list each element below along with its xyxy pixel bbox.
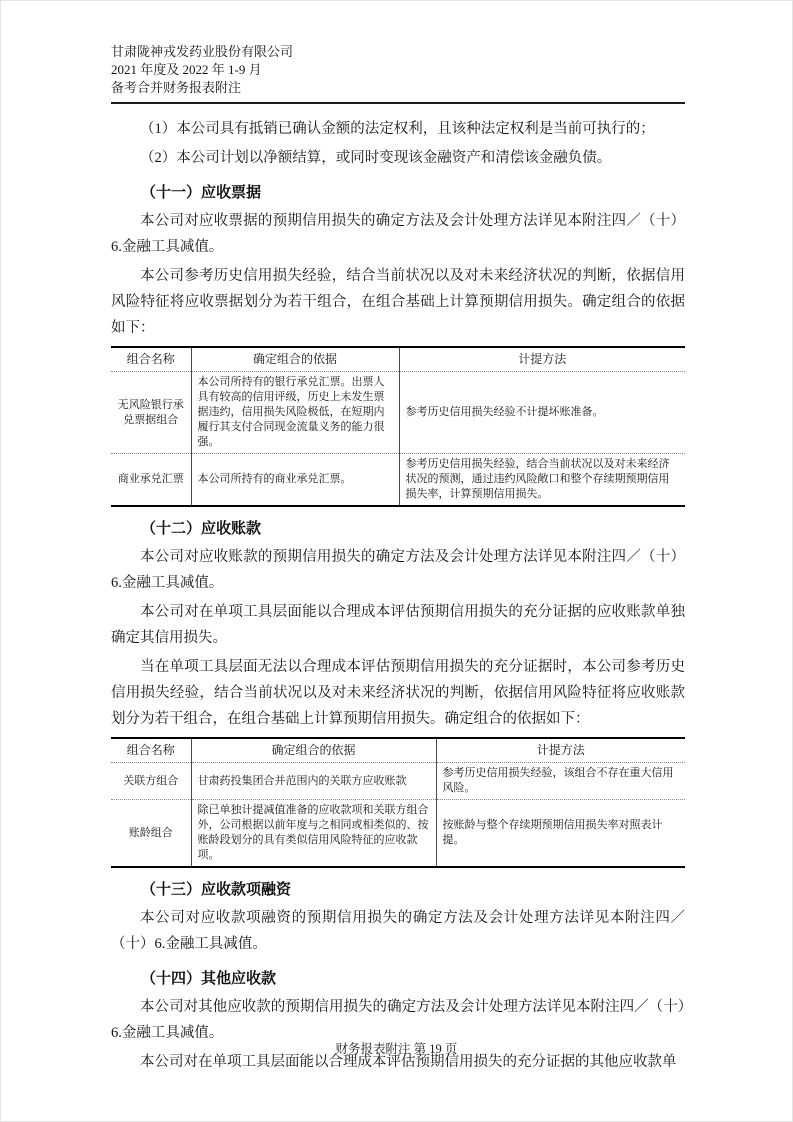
table-row — [111, 763, 685, 800]
section-12-paragraph-3: 当在单项工具层面无法以合理成本评估预期信用损失的充分证据时，本公司参考历史信用损失经验，结合当前状况以及对未来经济状况的判断，依据信用风险特征将应收账款划分为若干组合，在组合基础上计算预期信用损失。确定组合的依据如下： — [111, 659, 685, 727]
section-13-paragraph-1: 本公司对应收款项融资的预期信用损失的确定方法及会计处理方法详见本附注四／（十）6.金融工具减值。 — [111, 910, 685, 952]
column-header-basis: 确定组合的依据 — [191, 347, 399, 372]
section-14-paragraph-2: 本公司对在单项工具层面能以合理成本评估预期信用损失的充分证据的其他应收款单 — [140, 1054, 677, 1070]
section-12-paragraph-2: 本公司对在单项工具层面能以合理成本评估预期信用损失的充分证据的应收账款单独确定其信用损失。 — [111, 604, 685, 646]
group-name-cell: 商业承兑汇票 — [111, 454, 191, 507]
intro-list — [111, 116, 685, 171]
section-14-title: （十四）其他应收款 — [141, 970, 277, 987]
section-12-title: （十二）应收账款 — [141, 520, 262, 537]
company-name: 甘肃陇神戎发药业股份有限公司 — [111, 44, 294, 59]
section-12-paragraph-1: 本公司对应收账款的预期信用损失的确定方法及会计处理方法详见本附注四／（十）6.金融工具减值。 — [111, 549, 685, 591]
group-name-cell: 无风险银行承兑票据组合 — [111, 372, 191, 454]
table-row — [111, 800, 685, 868]
basis-cell: 甘肃药投集团合并范围内的关联方应收账款 — [191, 763, 436, 800]
accounts-receivable-table — [111, 737, 685, 868]
table-row — [111, 372, 685, 454]
column-header-method: 计提方法 — [436, 738, 685, 763]
section-11-paragraph-2: 本公司参考历史信用损失经验，结合当前状况以及对未来经济状况的判断，依据信用风险特征将应收票据划分为若干组合，在组合基础上计算预期信用损失。确定组合的依据如下： — [111, 268, 685, 336]
page-content — [111, 43, 685, 1078]
group-name-cell: 账龄组合 — [111, 800, 191, 868]
section-11-paragraph-1: 本公司对应收票据的预期信用损失的确定方法及会计处理方法详见本附注四／（十）6.金融工具减值。 — [111, 213, 685, 255]
document-title: 备考合并财务报表附注 — [111, 80, 242, 95]
column-header-group-name: 组合名称 — [126, 352, 175, 366]
section-14-paragraph-1: 本公司对其他应收款的预期信用损失的确定方法及会计处理方法详见本附注四／（十）6.金融工具减值。 — [111, 999, 685, 1041]
report-period: 2021 年度及 2022 年 1-9 月 — [111, 62, 262, 77]
receivable-notes-table — [111, 346, 685, 507]
table-row — [111, 454, 685, 507]
table-header-row — [111, 738, 685, 763]
page-footer: 财务报表附注 第 19 页 — [335, 1042, 458, 1056]
document-header — [111, 43, 685, 104]
method-cell: 参考历史信用损失经验，该组合不存在重大信用风险。 — [436, 763, 685, 800]
basis-cell: 本公司所持有的商业承兑汇票。 — [191, 454, 399, 507]
basis-cell: 除已单独计提减值准备的应收款项和关联方组合外，公司根据以前年度与之相同或相类似的、按账龄段划分的具有类似信用风险特征的应收款项。 — [191, 800, 436, 868]
column-header-group-name: 组合名称 — [126, 743, 175, 757]
section-13-title: （十三）应收款项融资 — [141, 881, 292, 898]
method-cell: 按账龄与整个存续期预期信用损失率对照表计提。 — [436, 800, 685, 868]
section-11-title: （十一）应收票据 — [141, 184, 262, 201]
table-header-row — [111, 347, 685, 372]
intro-item-2: （2）本公司计划以净额结算，或同时变现该金融资产和清偿该金融负债。 — [140, 150, 612, 166]
method-cell: 参考历史信用损失经验不计提坏账准备。 — [399, 372, 685, 454]
basis-cell: 本公司所持有的银行承兑汇票。出票人具有较高的信用评级，历史上未发生票据违约，信用损失风险极低，在短期内履行其支付合同现金流量义务的能力很强。 — [191, 372, 399, 454]
column-header-basis: 确定组合的依据 — [191, 738, 436, 763]
method-cell: 参考历史信用损失经验，结合当前状况以及对未来经济状况的预测，通过违约风险敞口和整个存续期预期信用损失率，计算预期信用损失。 — [399, 454, 685, 507]
column-header-method: 计提方法 — [399, 347, 685, 372]
group-name-cell: 关联方组合 — [111, 763, 191, 800]
intro-item-1: （1）本公司具有抵销已确认金额的法定权利，且该种法定权利是当前可执行的； — [140, 121, 655, 137]
